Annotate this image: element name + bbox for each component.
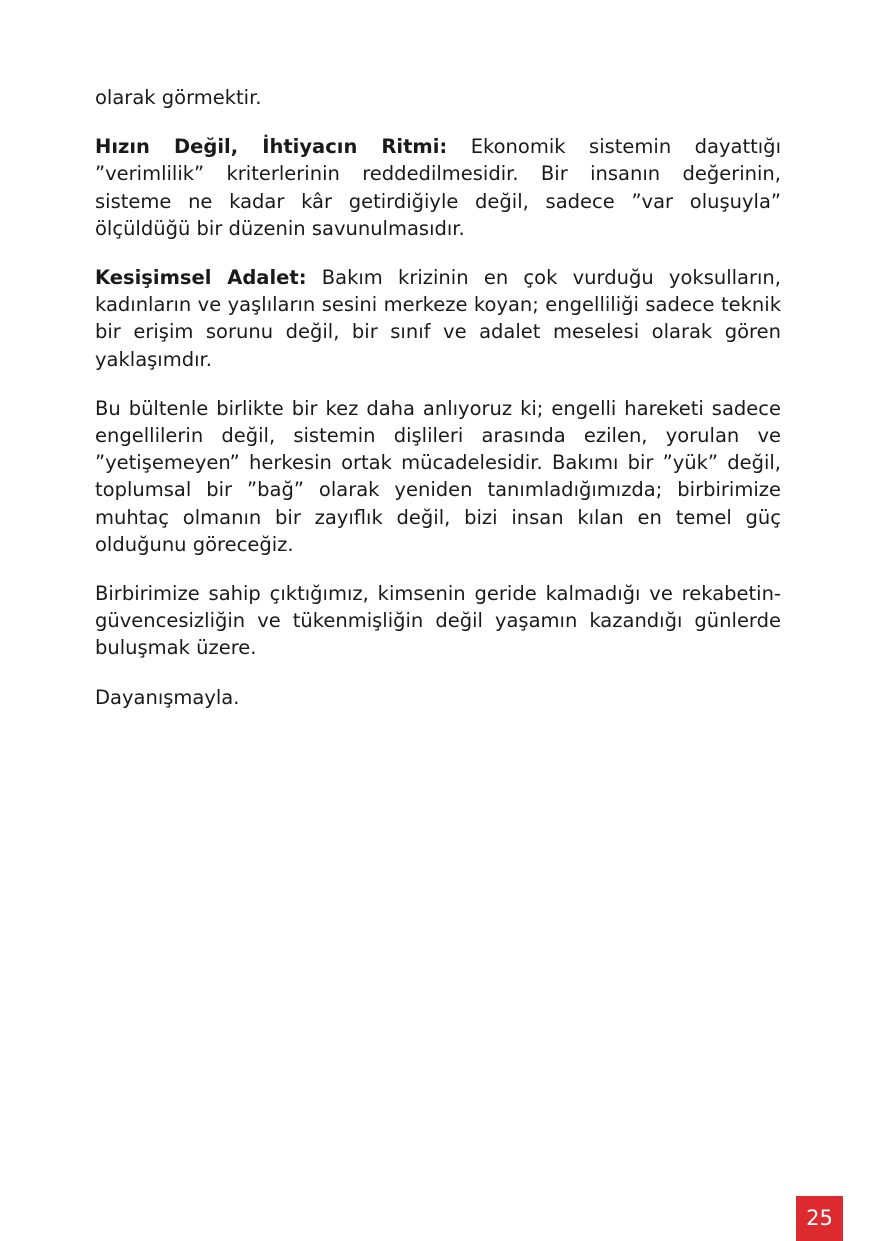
paragraph-bulten <box>95 395 781 558</box>
paragraph-closing <box>95 684 781 711</box>
paragraph-kesisimsel-adalet <box>95 264 781 373</box>
page-number-badge <box>796 1196 843 1241</box>
page-number: 25 <box>806 1206 833 1230</box>
paragraph-text: Dayanışmayla. <box>95 685 240 709</box>
paragraph-birbirimize <box>95 580 781 662</box>
paragraph-text: Ekonomik sistemin dayattığı ”verimlilik” kriterlerinin reddedilmesidir. Bir insanın değerinin, sisteme ne kadar kâr getirdiğiyle değil, sadece ”var oluşuyla” ölçüldüğü bir düzenin savunulmasıdır. <box>95 135 781 240</box>
paragraph-text: Bakım krizinin en çok vurduğu yoksulların, kadınların ve yaşlıların sesini merkeze koyan; engelliliği sadece teknik bir erişim sorunu değil, bir sınıf ve adalet meselesi olarak gören yaklaşımdır. <box>95 266 781 371</box>
paragraph-text: olarak görmektir. <box>95 86 262 109</box>
paragraph-text: Birbirimize sahip çıktığımız, kimsenin geride kalmadığı ve rekabetin-güvencesizliğin ve tükenmişliğin değil yaşamın kazandığı günlerde buluşmak üzere. <box>95 582 781 660</box>
paragraph-text: Bu bültenle birlikte bir kez daha anlıyoruz ki; engelli hareketi sadece engellilerin değil, sistemin dişlileri arasında ezilen, yorulan ve ”yetişemeyen” herkesin ortak mücadelesidir. Bakımı bir ”yük” değil, toplumsal bir ”bağ” olarak yeniden tanımladığımızda; birbirimize muhtaç olmanın bir zayıflık değil, bizi insan kılan en temel güç olduğunu göreceğiz. <box>95 396 781 556</box>
paragraph-continuation <box>95 84 781 111</box>
paragraph-hizin-degil <box>95 133 781 242</box>
paragraph-lead: Hızın Değil, İhtiyacın Ritmi: <box>95 135 448 159</box>
page-content <box>95 84 781 733</box>
paragraph-lead: Kesişimsel Adalet: <box>95 266 307 290</box>
